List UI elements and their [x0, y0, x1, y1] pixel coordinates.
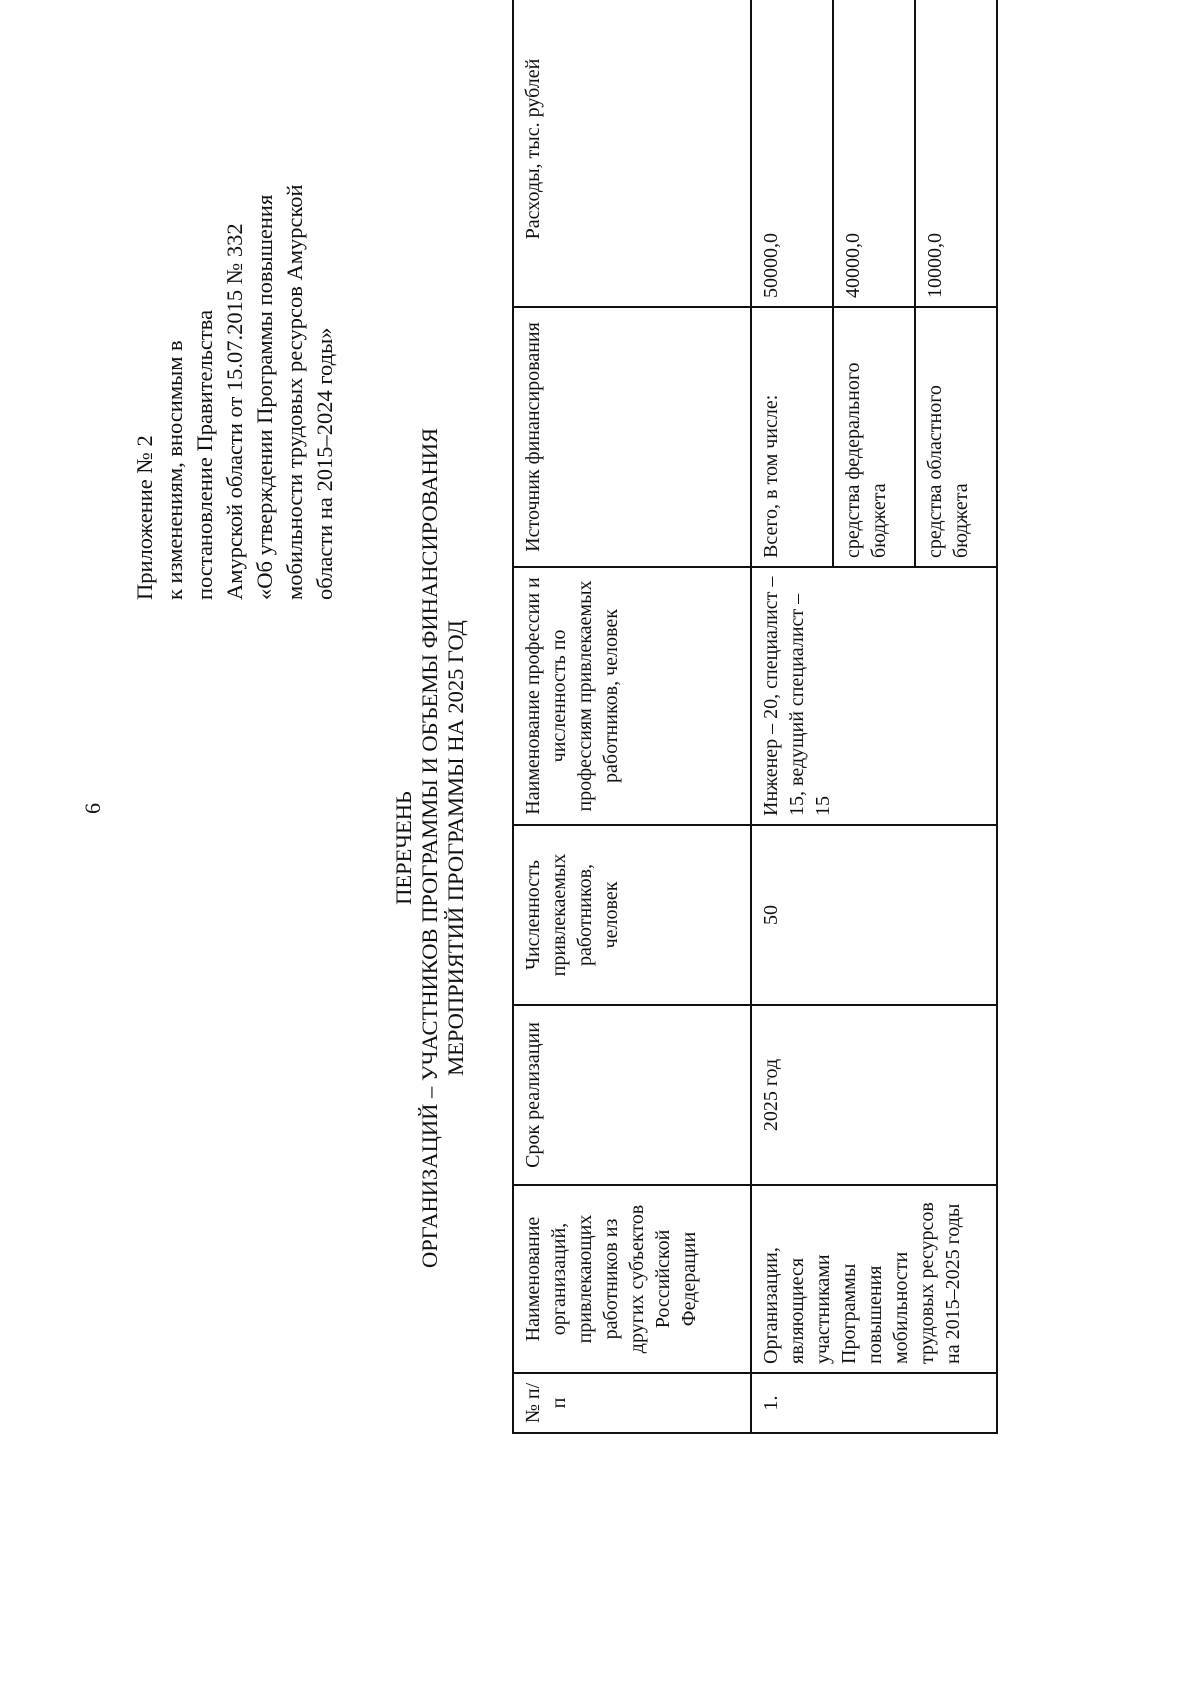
appendix-line: «Об утверждении Программы повышения — [252, 194, 277, 600]
table-row — [751, 0, 833, 1433]
appendix-note — [130, 40, 340, 600]
funding-source-federal: средства федерального бюджета — [833, 307, 915, 567]
page-number: 6 — [80, 803, 105, 814]
table-header-row — [513, 0, 751, 1433]
funding-source-regional: средства областного бюджета — [915, 307, 997, 567]
header-worker-count: Численность привлекаемых работников, человек — [513, 825, 751, 1005]
document-subtitle-line2: МЕРОПРИЯТИЙ ПРОГРАММЫ НА 2025 ГОД — [443, 620, 468, 1076]
participants-table — [512, 0, 998, 1434]
funding-amount-total: 50000,0 — [751, 0, 833, 307]
row-term: 2025 год — [751, 1005, 997, 1185]
row-professions: Инженер – 20, специалист – 15, ведущий специалист – 15 — [751, 567, 997, 825]
appendix-line: мобильности трудовых ресурсов Амурской — [282, 184, 307, 600]
document-title: ПЕРЕЧЕНЬ — [391, 791, 416, 905]
funding-amount-regional: 10000,0 — [915, 0, 997, 307]
header-term: Срок реализации — [513, 1005, 751, 1185]
row-organization: Организации, являющиеся участниками Программы повышения мобильности трудовых ресурсов на 2015–2025 годы — [751, 1185, 997, 1373]
appendix-line: постановление Правительства — [192, 309, 217, 600]
row-num: 1. — [751, 1373, 997, 1433]
appendix-line: к изменениям, вносимым в — [162, 340, 187, 600]
header-professions: Наименование профессии и численность по профессиям привлекаемых работников, человек — [513, 567, 751, 825]
appendix-line: Амурской области от 15.07.2015 № 332 — [222, 223, 247, 600]
document-subtitle-line1: ОРГАНИЗАЦИЙ – УЧАСТНИКОВ ПРОГРАММЫ И ОБЪЕМЫ ФИНАНСИРОВАНИЯ — [417, 428, 442, 1269]
appendix-line: области на 2015–2024 годы» — [312, 327, 337, 600]
header-organization: Наименование организаций, привлекающих работников из других субъектов Российской Федерации — [513, 1185, 751, 1373]
funding-source-total: Всего, в том числе: — [751, 307, 833, 567]
funding-amount-federal: 40000,0 — [833, 0, 915, 307]
appendix-line: Приложение № 2 — [132, 435, 157, 600]
header-funding-source: Источник финансирования — [513, 307, 751, 567]
header-num: № п/п — [513, 1373, 751, 1433]
header-expenses: Расходы, тыс. рублей — [513, 0, 751, 307]
row-worker-count: 50 — [751, 825, 997, 1005]
